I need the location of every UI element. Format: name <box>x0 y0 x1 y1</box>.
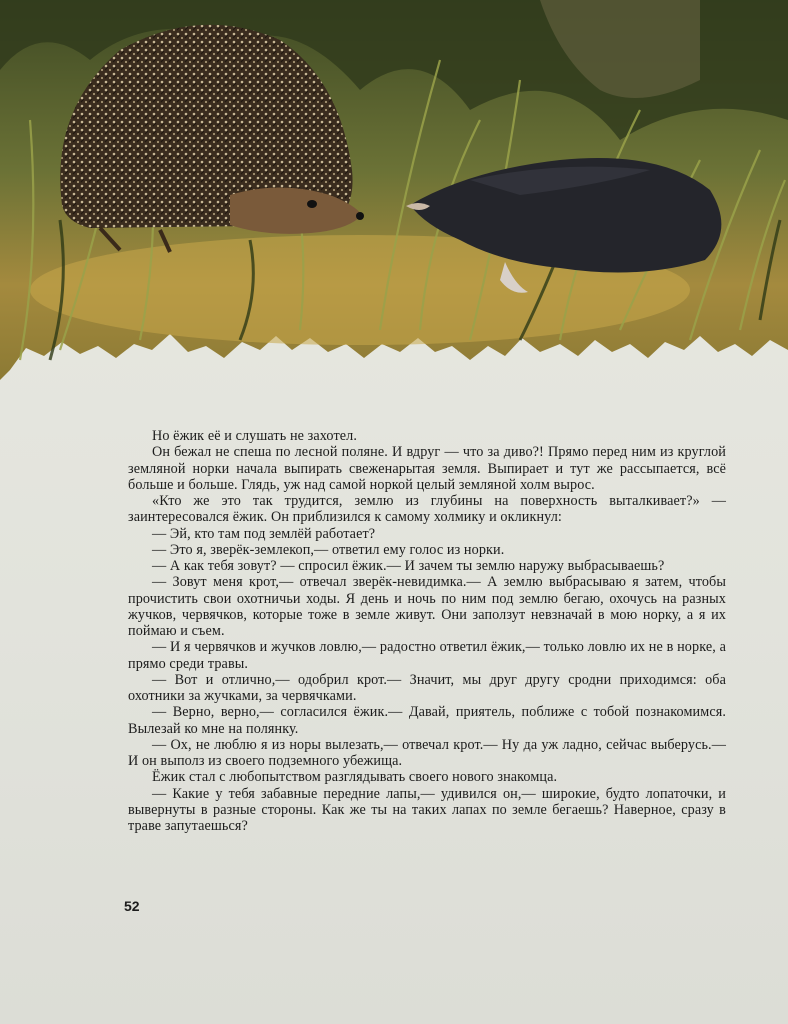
story-paragraph: — Зовут меня крот,— отвечал зверёк-невидимка.— А землю выбрасываю я затем, чтобы прочистить свои охотничьи ходы. Я день и ночь по ним под землю бегаю, охочусь на разных жучков, червячков, которые тоже в земле живут. Они заползут невзначай в мою норку, а я их поймаю и съем. <box>128 574 726 639</box>
story-paragraph: — Эй, кто там под землёй работает? <box>152 525 376 542</box>
story-paragraph: — А как тебя зовут? — спросил ёжик.— И зачем ты землю наружу выбрасываешь? <box>152 558 665 574</box>
story-paragraph: — И я червячков и жучков ловлю,— радостно ответил ёжик,— только ловлю их не в норке, а прямо среди травы. <box>128 639 726 672</box>
story-paragraph: Он бежал не спеша по лесной поляне. И вдруг — что за диво?! Прямо перед ним из круглой земляной норки начала выпирать свеженарытая земля. Выпирает и тут же рассыпается, всё больше и больше. Глядь, уж над самой норкой целый земляной холм вырос. <box>128 444 726 493</box>
story-text <box>128 428 726 834</box>
story-paragraph: — Вот и отлично,— одобрил крот.— Значит, мы друг другу сродни приходимся: оба охотники за жучками, за червячками. <box>128 671 726 704</box>
story-paragraph: — Ох, не люблю я из норы вылезать,— отвечал крот.— Ну да уж ладно, сейчас выберусь.— И он выполз из своего подземного убежища. <box>128 736 726 769</box>
story-paragraph: «Кто же это так трудится, землю из глубины на поверхность выталкивает?» — заинтересовался ёжик. Он приблизился к самому холмику и окликнул: <box>128 493 726 526</box>
hedgehog-and-mole-illustration <box>0 0 788 420</box>
story-paragraph: — Верно, верно,— согласился ёжик.— Давай, приятель, поближе с тобой познакомимся. Вылезай ко мне на полянку. <box>128 704 726 737</box>
story-paragraph: — Какие у тебя забавные передние лапы,— удивился он,— широкие, будто лопаточки, и вывернуты в разные стороны. Как же ты на таких лапах по земле бегаешь? Наверное, сразу в траве запутаешься? <box>128 785 726 834</box>
story-paragraph: Но ёжик её и слушать не захотел. <box>152 428 357 444</box>
story-paragraph: — Это я, зверёк-землекоп,— ответил ему голос из норки. <box>152 541 505 558</box>
story-paragraph: Ёжик стал с любопытством разглядывать своего нового знакомца. <box>152 769 558 786</box>
page-number: 52 <box>124 898 140 914</box>
